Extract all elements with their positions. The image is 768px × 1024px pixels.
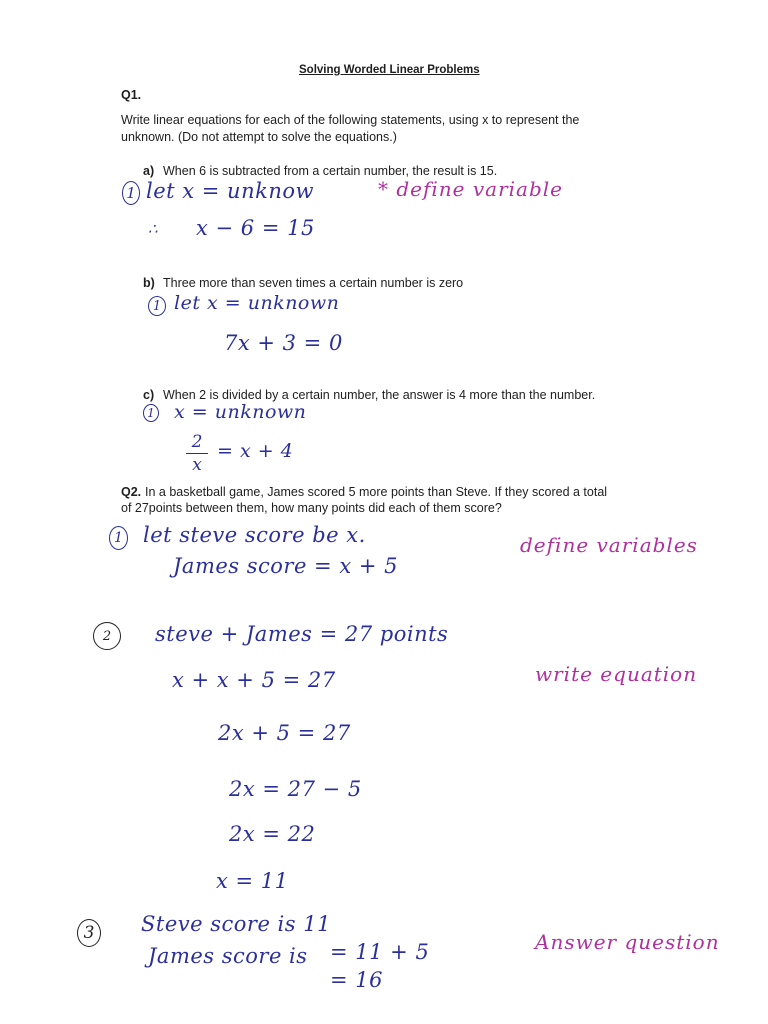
q1a-hw-let: let x = unknow: [146, 179, 314, 203]
q1-instructions-line1: Write linear equations for each of the following statements, using x to represent the: [121, 113, 580, 127]
q2-step2-number: [93, 622, 121, 650]
q1c-hw-fraction: [186, 432, 208, 475]
q2-text-line2: of 27points between them, how many points did each of them score?: [121, 501, 502, 515]
q2-step3-james: James score is: [148, 944, 308, 968]
q2-step1-number-text: 1: [114, 530, 123, 546]
q1c-step-number: [143, 404, 159, 422]
q2-step2-number-text: 2: [102, 628, 112, 644]
q2-step3-number-text: 3: [83, 923, 95, 943]
q1c-hw-equation-rhs: = x + 4: [217, 440, 294, 462]
q2-step2-eq2: 2x + 5 = 27: [218, 721, 351, 745]
q1c-text: When 2 is divided by a certain number, the answer is 4 more than the number.: [163, 388, 596, 402]
q2-step3-james-sum: = 11 + 5: [330, 940, 430, 964]
q1a-therefore-symbol: ∴: [148, 220, 159, 238]
q2-step1-number: [109, 526, 128, 550]
q1b-text: Three more than seven times a certain number is zero: [163, 276, 464, 290]
q2-note-answer-question: Answer question: [535, 930, 720, 954]
q1b-step-number-text: 1: [152, 298, 162, 314]
q1b-hw-equation: 7x + 3 = 0: [224, 331, 343, 355]
q1c-step-number-text: 1: [147, 406, 155, 420]
q1b-letter: b): [143, 276, 155, 290]
q1c-frac-numerator: 2: [191, 432, 203, 452]
q2-step3-result: = 16: [330, 968, 383, 992]
q1a-step-number: [122, 181, 140, 205]
q2-label: Q2.: [121, 485, 142, 499]
q1-label: Q1.: [121, 88, 142, 102]
q1c-frac-denominator: x: [192, 455, 202, 475]
q2-step1-james: James score = x + 5: [173, 554, 398, 578]
q1a-letter: a): [143, 164, 155, 178]
q1c-hw-unknown: x = unknown: [174, 401, 307, 423]
q1b-step-number: [148, 296, 166, 316]
q1c-letter: c): [143, 388, 155, 402]
q2-step2-eq4: 2x = 22: [229, 822, 316, 846]
q1-instructions-line2: unknown. (Do not attempt to solve the equations.): [121, 130, 397, 144]
q2-step3-steve: Steve score is 11: [141, 912, 331, 936]
q2-step2-sum: steve + James = 27 points: [155, 622, 449, 646]
q1a-step-number-text: 1: [126, 184, 136, 202]
q1a-hw-equation: x − 6 = 15: [196, 216, 315, 240]
page-title: Solving Worded Linear Problems: [299, 64, 480, 76]
q2-text-line1: In a basketball game, James scored 5 more points than Steve. If they scored a total: [145, 485, 608, 499]
q2-note-define-variables: define variables: [520, 533, 698, 557]
q2-step2-eq1: x + x + 5 = 27: [172, 668, 336, 692]
q2-step2-eq5: x = 11: [216, 869, 289, 893]
q1c-frac-bar: [186, 453, 208, 454]
q2-step3-number: [77, 919, 101, 947]
q2-step2-eq3: 2x = 27 − 5: [229, 777, 362, 801]
q2-step1-let: let steve score be x.: [143, 523, 366, 547]
q2-note-write-equation: write equation: [535, 662, 698, 686]
q1a-note-define-variable: * define variable: [378, 177, 564, 201]
q1a-text: When 6 is subtracted from a certain number, the result is 15.: [163, 164, 498, 178]
q1b-hw-let: let x = unknown: [174, 292, 340, 314]
